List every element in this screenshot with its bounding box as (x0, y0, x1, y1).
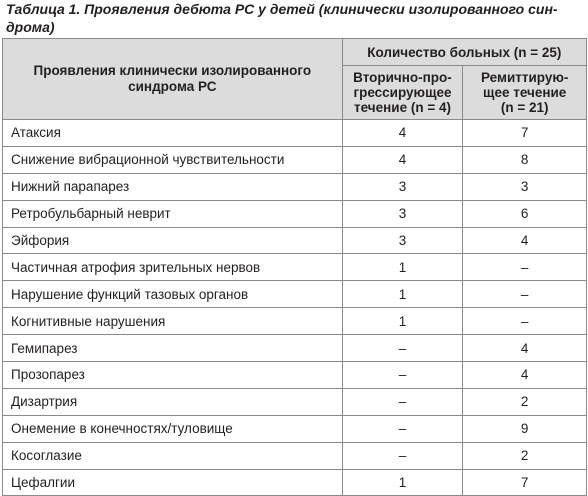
cell-rrms: 2 (463, 442, 587, 469)
column-header-manifestations: Проявления клинически изолированного синдрома РС (3, 39, 343, 120)
cell-rrms: – (463, 254, 587, 281)
cell-spms: 1 (342, 308, 463, 335)
cell-rrms: 3 (463, 173, 587, 200)
table-row (3, 415, 587, 442)
table-row (3, 442, 587, 469)
cell-rrms: 4 (463, 227, 587, 254)
table-row (3, 281, 587, 308)
row-label: Цефалгии (3, 469, 343, 496)
cell-spms: 3 (342, 227, 463, 254)
cell-spms: – (342, 388, 463, 415)
table-row (3, 227, 587, 254)
cell-rrms: – (463, 308, 587, 335)
cell-spms: 3 (342, 200, 463, 227)
table-caption (6, 0, 584, 36)
caption-line-2: дрома) (6, 19, 55, 35)
row-label: Снижение вибрационной чувствительности (3, 146, 343, 173)
table-row (3, 362, 587, 389)
table-row (3, 335, 587, 362)
cell-spms: 3 (342, 173, 463, 200)
cell-rrms: 7 (463, 469, 587, 496)
cell-spms: 1 (342, 469, 463, 496)
group-header-patient-count: Количество больных (n = 25) (342, 39, 586, 66)
row-label: Гемипарез (3, 335, 343, 362)
cell-rrms: 6 (463, 200, 587, 227)
row-label: Атаксия (3, 120, 343, 147)
table-row (3, 120, 587, 147)
row-label: Частичная атрофия зрительных нервов (3, 254, 343, 281)
cell-rrms: 4 (463, 362, 587, 389)
data-table (2, 38, 587, 496)
cell-spms: – (342, 362, 463, 389)
caption-line-1: Таблица 1. Проявления дебюта РС у детей (клинически изолированного син- (6, 1, 558, 17)
row-label: Нарушение функций тазовых органов (3, 281, 343, 308)
cell-rrms: 7 (463, 120, 587, 147)
cell-rrms: 2 (463, 388, 587, 415)
row-label: Прозопарез (3, 362, 343, 389)
table-row (3, 388, 587, 415)
cell-spms: 1 (342, 254, 463, 281)
table-row (3, 469, 587, 496)
row-label: Нижний парапарез (3, 173, 343, 200)
cell-rrms: 4 (463, 335, 587, 362)
cell-spms: – (342, 415, 463, 442)
cell-rrms: – (463, 281, 587, 308)
column-header-secondary-progressive: Вторично-про- грессирующее течение (n = 4) (342, 66, 463, 120)
row-label: Эйфория (3, 227, 343, 254)
table-row (3, 200, 587, 227)
row-label: Дизартрия (3, 388, 343, 415)
cell-spms: – (342, 442, 463, 469)
row-label: Ретробульбарный неврит (3, 200, 343, 227)
cell-spms: 4 (342, 146, 463, 173)
table-row (3, 173, 587, 200)
table-row (3, 308, 587, 335)
row-label: Когнитивные нарушения (3, 308, 343, 335)
cell-rrms: 8 (463, 146, 587, 173)
cell-spms: – (342, 335, 463, 362)
table-body (3, 120, 587, 496)
cell-rrms: 9 (463, 415, 587, 442)
cell-spms: 1 (342, 281, 463, 308)
row-label: Онемение в конечностях/туловище (3, 415, 343, 442)
row-label: Косоглазие (3, 442, 343, 469)
table-row (3, 146, 587, 173)
column-header-relapsing-remitting: Ремиттирую- щее течение (n = 21) (463, 66, 587, 120)
table-row (3, 254, 587, 281)
cell-spms: 4 (342, 120, 463, 147)
